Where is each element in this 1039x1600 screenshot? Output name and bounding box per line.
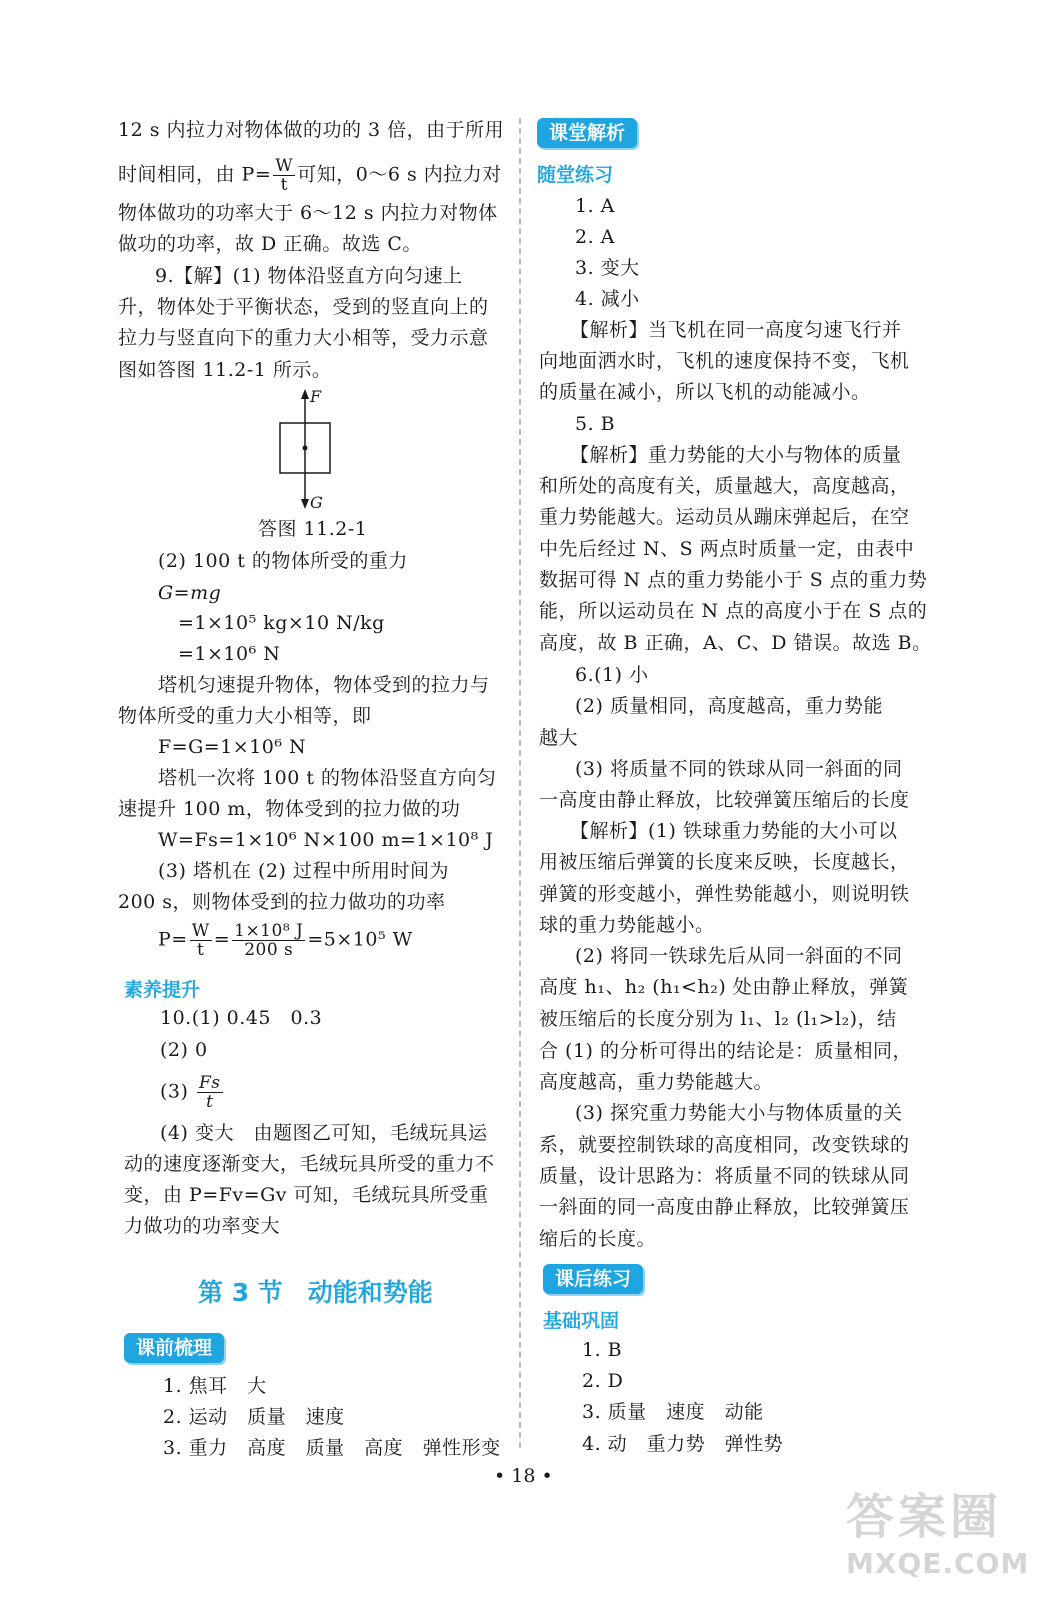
right-line-14: 能，所以运动员在 N 点的高度小于在 S 点的	[539, 600, 928, 622]
q10-tail-4: 力做功的功率变大	[124, 1215, 281, 1237]
left-line-7: 拉力与竖直向下的重力大小相等，受力示意	[118, 327, 489, 349]
left-after-4: =1×10⁶ N	[178, 643, 281, 665]
right-line-1: 1. A	[575, 195, 615, 217]
left-after-10: W=Fs=1×10⁶ N×100 m=1×10⁸ J	[158, 829, 494, 851]
left-line-4: 做功的功率，故 D 正确。故选 C。	[118, 233, 422, 255]
frac-num: W	[275, 156, 294, 176]
kq-item-1: 1. 焦耳 大	[163, 1375, 267, 1397]
left-after-11: (3) 塔机在 (2) 过程中所用时间为	[158, 860, 449, 882]
right-line-19: (3) 将质量不同的铁球从同一斜面的同	[575, 758, 903, 780]
tag-kh: 课后练习	[543, 1264, 643, 1294]
chapter-title: 第 3 节 动能和势能	[198, 1278, 433, 1307]
left-line-6: 升，物体处于平衡状态，受到的竖直向上的	[118, 296, 489, 318]
left-line-2	[118, 157, 502, 194]
right-line-23: 弹簧的形变越小，弹性势能越小，则说明铁	[539, 883, 910, 905]
tag-kq: 课前梳理	[124, 1333, 224, 1363]
right-line-21: 【解析】(1) 铁球重力势能的大小可以	[570, 820, 898, 842]
right-line-25: (2) 将同一铁球先后从同一斜面的不同	[575, 945, 903, 967]
right-line-9: 【解析】重力势能的大小与物体的质量	[570, 444, 902, 466]
force-down-arrow-icon	[301, 499, 309, 509]
right-line-5: 【解析】当飞机在同一高度匀速飞行并	[570, 319, 902, 341]
left-after-5: 塔机匀速提升物体，物体受到的拉力与	[158, 674, 490, 696]
q10-3-num: Fs	[198, 1073, 221, 1093]
power-frac-1-den: t	[197, 940, 205, 960]
right-line-6: 向地面洒水时，飞机的速度保持不变，飞机	[539, 350, 910, 372]
power-frac-2	[232, 922, 305, 959]
q10-tail-3: 变，由 P=Fv=Gv 可知，毛绒玩具所受重	[124, 1184, 489, 1206]
right-line-15: 高度，故 B 正确，A、C、D 错误。故选 B。	[539, 632, 932, 654]
left-after-9: 速提升 100 m，物体受到的拉力做的功	[118, 798, 461, 820]
frac-den: t	[280, 175, 288, 195]
kh-item-4: 4. 动 重力势 弹性势	[582, 1433, 784, 1455]
right-line-26: 高度 h₁、h₂ (h₁<h₂) 处由静止释放，弹簧	[539, 976, 909, 998]
right-line-2: 2. A	[575, 226, 615, 248]
right-line-3: 3. 变大	[575, 257, 640, 279]
force-label-F: F	[310, 387, 322, 406]
right-line-8: 5. B	[575, 413, 616, 435]
q10-3-frac	[197, 1074, 223, 1111]
power-frac-1	[190, 922, 212, 959]
right-line-7: 的质量在减小，所以飞机的动能减小。	[539, 381, 871, 403]
right-line-12: 中先后经过 N、S 两点时质量一定，由表中	[539, 538, 915, 560]
q10-line-1: 10.(1) 0.45 0.3	[160, 1007, 323, 1029]
left-after-2: G=mg	[158, 582, 222, 604]
watermark-top: 答案圈	[846, 1489, 1003, 1545]
right-line-4: 4. 减小	[575, 288, 640, 310]
right-line-30: (3) 探究重力势能大小与物体质量的关	[575, 1102, 903, 1124]
right-line-20: 一高度由静止释放，比较弹簧压缩后的长度	[539, 789, 910, 811]
kq-item-3: 3. 重力 高度 质量 高度 弹性形变	[163, 1437, 501, 1459]
section-suyang: 素养提升	[124, 979, 201, 1001]
page-number: • 18 •	[494, 1465, 553, 1487]
power-fraction	[273, 157, 295, 194]
left-after-3: =1×10⁵ kg×10 N/kg	[178, 612, 385, 634]
q10-3-label: (3)	[160, 1080, 189, 1103]
force-label-G: G	[310, 493, 324, 512]
q10-tail-2: 动的速度逐渐变大，毛绒玩具所受的重力不	[124, 1153, 495, 1175]
power-lhs: P=	[158, 928, 188, 951]
q10-line-3	[160, 1074, 225, 1111]
left-after-6: 物体所受的重力大小相等，即	[118, 705, 372, 727]
force-up-arrow-icon	[301, 389, 309, 399]
center-dot	[303, 446, 308, 451]
left-after-12: 200 s，则物体受到的拉力做功的功率	[118, 891, 446, 913]
right-line-16: 6.(1) 小	[575, 664, 649, 686]
right-line-17: (2) 质量相同，高度越高，重力势能	[575, 695, 883, 717]
right-line-24: 球的重力势能越小。	[539, 914, 715, 936]
q10-tail-1: (4) 变大 由题图乙可知，毛绒玩具运	[160, 1122, 488, 1144]
watermark-bottom: MXQE.COM	[846, 1547, 1030, 1580]
q10-3-den: t	[206, 1092, 214, 1112]
right-line-22: 用被压缩后弹簧的长度来反映，长度越长，	[539, 851, 910, 873]
right-line-11: 重力势能越大。运动员从蹦床弹起后，在空	[539, 506, 910, 528]
right-line-31: 系，就要控制铁球的高度相同，改变铁球的	[539, 1134, 910, 1156]
power-frac-1-num: W	[191, 921, 210, 941]
left-line-2-tail: 可知，0～6 s 内拉力对	[297, 163, 502, 186]
watermark-logo	[846, 1478, 1030, 1590]
kh-item-2: 2. D	[582, 1370, 624, 1392]
left-line-5: 9.【解】(1) 物体沿竖直方向匀速上	[155, 265, 463, 287]
q10-line-2: (2) 0	[160, 1039, 208, 1061]
left-line-2-head: 时间相同，由 P=	[118, 163, 272, 186]
right-line-33: 一斜面的同一高度由静止释放，比较弹簧压	[539, 1196, 910, 1218]
figure-caption: 答图 11.2-1	[258, 518, 368, 540]
left-after-8: 塔机一次将 100 t 的物体沿竖直方向匀	[158, 767, 497, 789]
left-line-8: 图如答图 11.2-1 所示。	[118, 359, 332, 381]
kh-item-3: 3. 质量 速度 动能	[582, 1401, 764, 1423]
right-line-27: 被压缩后的长度分别为 l₁、l₂ (l₁>l₂)，结	[539, 1008, 897, 1030]
left-after-7: F=G=1×10⁶ N	[158, 736, 307, 758]
left-after-1: (2) 100 t 的物体所受的重力	[158, 550, 408, 572]
kh-item-1: 1. B	[582, 1339, 623, 1361]
power-rhs: =5×10⁵ W	[307, 928, 413, 951]
left-line-1: 12 s 内拉力对物体做的功的 3 倍，由于所用	[118, 119, 505, 141]
right-line-29: 高度越高，重力势能越大。	[539, 1071, 774, 1093]
column-divider	[519, 118, 521, 1448]
right-line-10: 和所处的高度有关，质量越大，高度越高，	[539, 475, 910, 497]
power-eq: =	[213, 928, 231, 951]
power-frac-2-den: 200 s	[244, 940, 294, 960]
right-line-13: 数据可得 N 点的重力势能小于 S 点的重力势	[539, 569, 928, 591]
right-line-18: 越大	[539, 727, 579, 749]
left-line-3: 物体做功的功率大于 6～12 s 内拉力对物体	[118, 202, 498, 224]
section-jc: 基础巩固	[543, 1310, 620, 1332]
kq-item-2: 2. 运动 质量 速度	[163, 1406, 345, 1428]
right-line-28: 合 (1) 的分析可得出的结论是：质量相同，	[539, 1040, 912, 1062]
power-frac-2-num: 1×10⁸ J	[234, 921, 304, 941]
tag-kt: 课堂解析	[537, 118, 637, 148]
right-line-32: 质量，设计思路为：将质量不同的铁球从同	[539, 1165, 910, 1187]
right-line-34: 缩后的长度。	[539, 1228, 657, 1250]
section-st: 随堂练习	[537, 164, 614, 186]
power-equation	[158, 922, 413, 959]
